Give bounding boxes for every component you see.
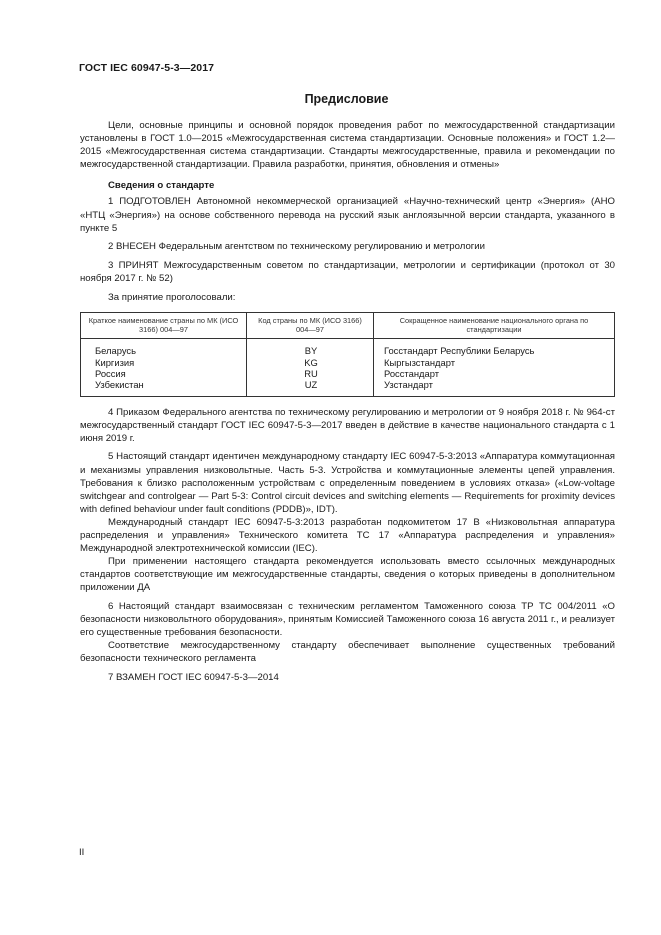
country-name: Узбекистан <box>95 379 144 391</box>
item-5-paragraph: 5 Настоящий стандарт идентичен международному стандарту IEC 60947-5-3:2013 «Аппаратура коммутационная и механизмы управления низковольтные. Часть 5-3. Устройства и коммутационные элементы цепей управления. Требования к близко расположенным устройствам с определенным поведением в условиях отказа» («Low-voltage switchgear and controlgear — Part 5-3: Control circuit devices and switching elements — Requirements for proximity devices with defined behaviour under fault conditions (PDDB)», IDT). <box>80 451 615 515</box>
country-name: Россия <box>95 368 126 380</box>
country-name: Киргизия <box>95 356 135 368</box>
column-header-body: Сокращенное наименование национального органа по стандартизации <box>374 312 615 339</box>
table-row <box>81 339 615 396</box>
page-number: II <box>79 847 85 858</box>
standards-body-name: Кыргызстандарт <box>384 356 456 368</box>
section-subheading: Сведения о стандарте <box>108 180 215 192</box>
standards-body-name: Госстандарт Республики Беларусь <box>384 345 535 357</box>
body-cell <box>374 339 615 396</box>
country-code: BY <box>304 345 318 357</box>
item-7-paragraph: 7 ВЗАМЕН ГОСТ IEC 60947-5-3—2014 <box>108 671 279 683</box>
column-header-code: Код страны по МК (ИСО 3166) 004—97 <box>247 312 374 339</box>
document-code-header: ГОСТ IEC 60947-5-3—2017 <box>79 62 215 74</box>
country-name: Беларусь <box>95 345 137 357</box>
item-5-development-paragraph: Международный стандарт IEC 60947-5-3:2013 разработан подкомитетом 17 В «Низковольтная аппаратура распределения и управления» Технического комитета ТС 17 «Аппаратура распределения и управления» Международной электротехнической комиссии (IEC). <box>80 516 615 555</box>
table-header-row <box>81 312 615 339</box>
country-code: UZ <box>304 379 318 391</box>
column-header-country: Краткое наименование страны по МК (ИСО 3166) 004—97 <box>81 312 247 339</box>
item-2-paragraph: 2 ВНЕСЕН Федеральным агентством по техническому регулированию и метрологии <box>108 241 486 253</box>
intro-paragraph: Цели, основные принципы и основной порядок проведения работ по межгосударственной стандартизации установлены в ГОСТ 1.0—2015 «Межгосударственная система стандартизации. Основные положения» и ГОСТ 1.2—2015 «Межгосударственная система стандартизации. Стандарты межгосударственные, правила и рекомендации по межгосударственной стандартизации. Правила разработки, принятия, обновления и отмены» <box>80 120 615 171</box>
standards-body-name: Росстандарт <box>384 368 439 380</box>
item-6-compliance-paragraph: Соответствие межгосударственному стандарту обеспечивает выполнение существенных требований безопасности технического регламента <box>80 640 615 665</box>
country-cell <box>81 339 247 396</box>
country-code: KG <box>304 356 318 368</box>
foreword-content <box>80 119 615 684</box>
voting-countries-table <box>80 312 615 397</box>
standards-body-name: Узстандарт <box>384 379 433 391</box>
item-4-paragraph: 4 Приказом Федерального агентства по техническому регулированию и метрологии от 9 ноября 2018 г. № 964-ст межгосударственный стандарт ГОСТ IEC 60947-5-3—2017 введен в действие в качестве национального стандарта с 1 июня 2019 г. <box>80 406 615 444</box>
page-title: Предисловие <box>304 92 389 106</box>
country-code: RU <box>304 368 318 380</box>
item-6-paragraph: 6 Настоящий стандарт взаимосвязан с техническим регламентом Таможенного союза ТР ТС 004/2011 «О безопасности низковольтного оборудования», принятым Комиссией Таможенного союза 16 августа 2011 г., и реализует его существенные требования безопасности. <box>80 600 615 639</box>
item-1-paragraph: 1 ПОДГОТОВЛЕН Автономной некоммерческой организацией «Научно-технический центр «Энергия» (АНО «НТЦ «Энергия») на основе собственного перевода на русский язык англоязычной версии стандарта, указанного в пункте 5 <box>80 196 615 234</box>
item-5-references-paragraph: При применении настоящего стандарта рекомендуется использовать вместо ссылочных международных стандартов соответствующие им межгосударственные стандарты, сведения о которых приведены в дополнительном приложении ДА <box>80 556 615 594</box>
code-cell <box>247 339 374 396</box>
item-3-paragraph: 3 ПРИНЯТ Межгосударственным советом по стандартизации, метрологии и сертификации (протокол от 30 ноября 2017 г. № 52) <box>80 259 615 284</box>
vote-caption: За принятие проголосовали: <box>108 291 236 303</box>
